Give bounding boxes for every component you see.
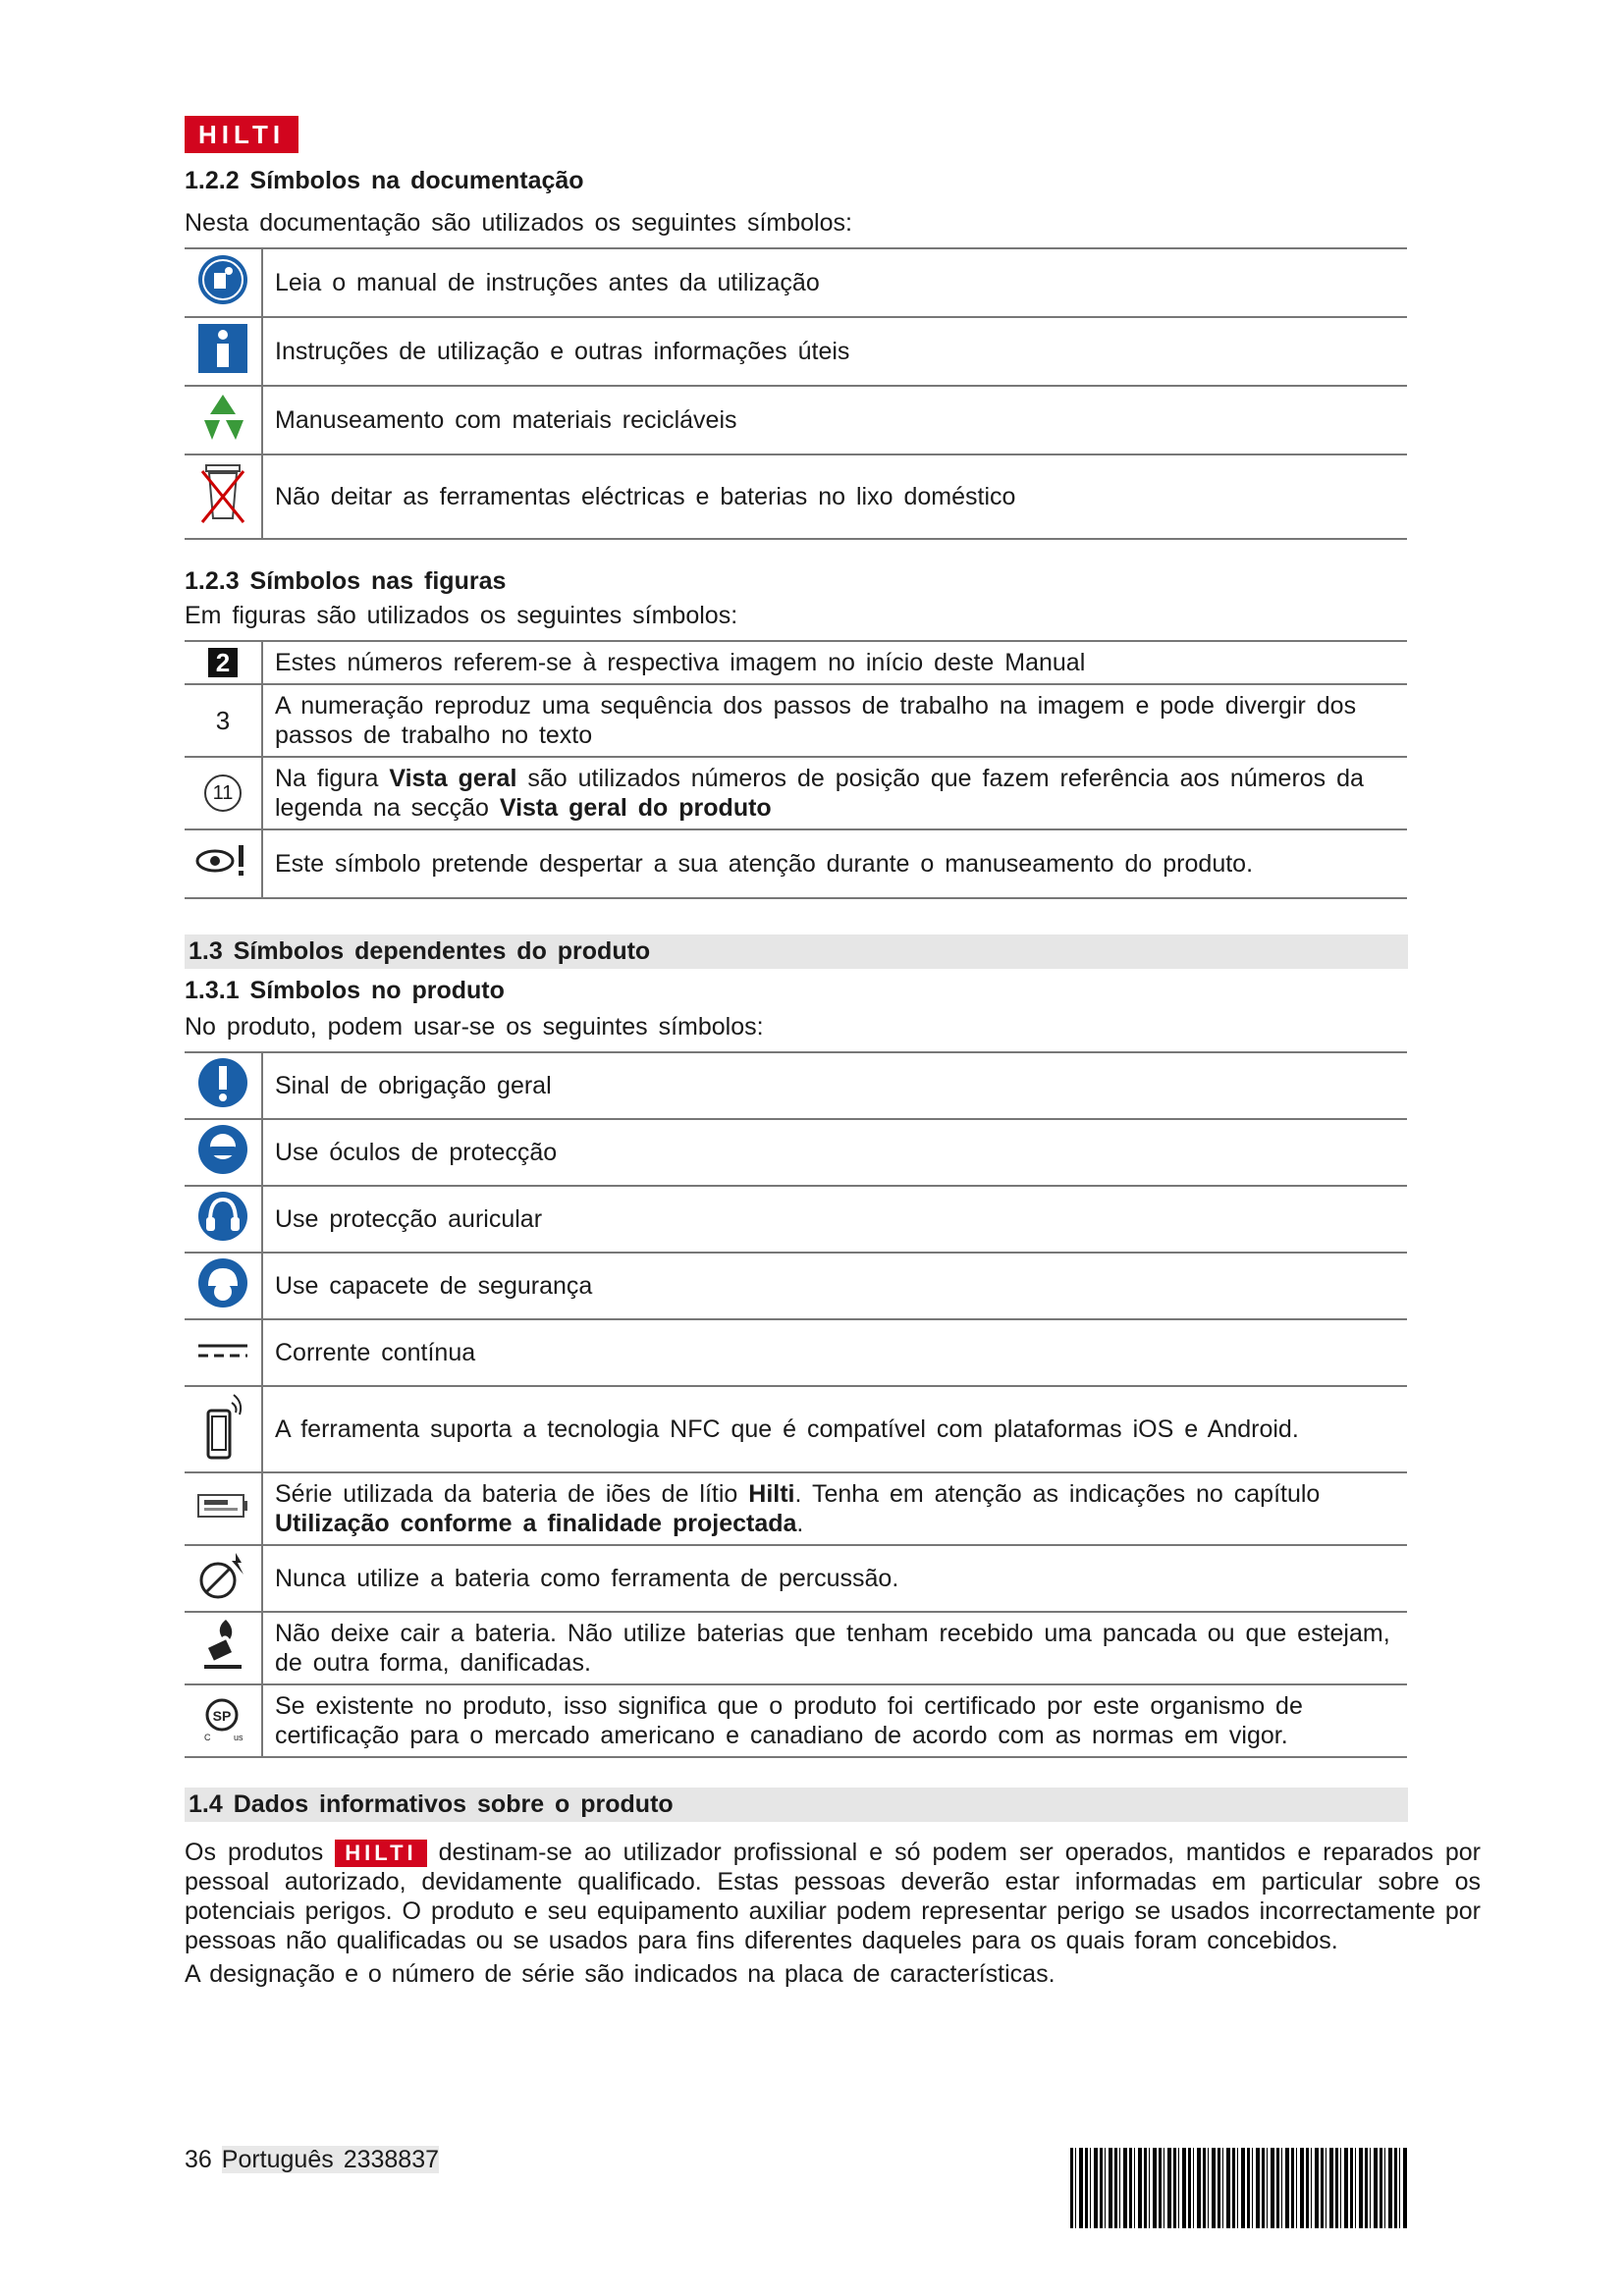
crossed-bin-icon <box>196 459 249 528</box>
section-1-4-paragraph: Os produtos HILTI destinam-se ao utilizador profissional e só podem ser operados, mantidos e reparados por pessoal autorizado, devidamente qualificado. Estas pessoas deverão estar informadas em particular sobre os potenciais perigos. O produto e seu equipamento auxiliar podem representar perigo se usados incorrectamente por pessoas não qualificadas ou se usados para fins diferentes daqueles para os quais foram concebidos. <box>185 1839 1481 1955</box>
table-row <box>185 1119 1407 1186</box>
row-text: Nunca utilize a bateria como ferramenta de percussão. <box>262 1545 1407 1612</box>
table-row <box>185 454 1407 539</box>
section-1-4-heading: 1.4 Dados informativos sobre o produto <box>185 1788 1408 1822</box>
table-row <box>185 1472 1407 1545</box>
table-row <box>185 1684 1407 1757</box>
svg-text:SP: SP <box>212 1707 232 1724</box>
section-1-3-1-heading: 1.3.1 Símbolos no produto <box>185 977 505 1004</box>
row-text: Se existente no produto, isso significa que o produto foi certificado por este organismo de certificação para o mercado americano e canadiano de acordo com as normas em vigor. <box>262 1684 1407 1757</box>
row-text: Não deixe cair a bateria. Não utilize baterias que tenham recebido uma pancada ou que estejam, de outra forma, danificadas. <box>262 1612 1407 1684</box>
table-row <box>185 684 1407 757</box>
position-number-icon: 11 <box>204 774 242 812</box>
row-text: Use capacete de segurança <box>262 1253 1407 1319</box>
row-text: Sinal de obrigação geral <box>262 1052 1407 1119</box>
safety-goggles-icon <box>196 1123 249 1176</box>
table-row <box>185 1386 1407 1472</box>
hard-hat-icon <box>196 1256 249 1309</box>
barcode <box>1070 2148 1409 2228</box>
table-row <box>185 757 1407 829</box>
table-row <box>185 386 1407 454</box>
battery-drop-icon <box>196 1618 249 1673</box>
page-number: 36 <box>185 2146 212 2173</box>
row-text: Série utilizada da bateria de iões de lítio Hilti. Tenha em atenção as indicações no capítulo Utilização conforme a finalidade projectada. <box>262 1472 1407 1545</box>
row-text: A ferramenta suporta a tecnologia NFC que é compatível com plataformas iOS e Android. <box>262 1386 1407 1472</box>
section-1-2-3-heading: 1.2.3 Símbolos nas figuras <box>185 567 507 595</box>
table-row <box>185 1319 1407 1386</box>
row-text: Estes números referem-se à respectiva imagem no início deste Manual <box>262 641 1407 684</box>
row-text: Não deitar as ferramentas eléctricas e baterias no lixo doméstico <box>262 454 1407 539</box>
direct-current-icon <box>196 1338 249 1362</box>
row-text: Manuseamento com materiais recicláveis <box>262 386 1407 454</box>
row-text: A numeração reproduz uma sequência dos passos de trabalho na imagem e pode divergir dos passos de trabalho no texto <box>262 684 1407 757</box>
attention-eye-icon <box>195 841 250 881</box>
section-1-2-2-heading: 1.2.2 Símbolos na documentação <box>185 167 584 194</box>
section-1-3-heading: 1.3 Símbolos dependentes do produto <box>185 934 1408 969</box>
row-text: Use protecção auricular <box>262 1186 1407 1253</box>
table-row <box>185 641 1407 684</box>
page-footer <box>185 2146 439 2174</box>
doc-symbols-table <box>185 247 1407 540</box>
nfc-phone-icon <box>196 1389 249 1464</box>
figure-number-icon: 2 <box>208 648 238 677</box>
row-text: Corrente contínua <box>262 1319 1407 1386</box>
table-row <box>185 1186 1407 1253</box>
battery-series-icon <box>196 1491 249 1521</box>
csa-cert-icon <box>196 1691 249 1744</box>
figure-symbols-table <box>185 640 1407 899</box>
read-manual-icon <box>196 253 249 306</box>
table-row <box>185 1253 1407 1319</box>
table-row <box>185 248 1407 317</box>
ear-protection-icon <box>196 1190 249 1243</box>
footer-doc-number: 2338837 <box>343 2146 440 2173</box>
section-1-4-note: A designação e o número de série são indicados na placa de características. <box>185 1960 1056 1989</box>
recycle-icon <box>196 391 249 444</box>
general-mandatory-icon <box>196 1056 249 1109</box>
row-text: Na figura Vista geral são utilizados números de posição que fazem referência aos números da legenda na secção Vista geral do produto <box>262 757 1407 829</box>
row-text: Este símbolo pretende despertar a sua atenção durante o manuseamento do produto. <box>262 829 1407 898</box>
table-row <box>185 317 1407 386</box>
table-row <box>185 829 1407 898</box>
step-number-icon: 3 <box>215 705 231 735</box>
product-symbols-table <box>185 1051 1407 1758</box>
footer-language: Português <box>221 2146 334 2173</box>
row-text: Use óculos de protecção <box>262 1119 1407 1186</box>
section-1-2-2-intro: Nesta documentação são utilizados os seguintes símbolos: <box>185 209 852 237</box>
table-row <box>185 1612 1407 1684</box>
hilti-logo: HILTI <box>185 116 298 153</box>
document-page <box>185 116 1481 1989</box>
no-hammering-icon <box>196 1549 249 1602</box>
svg-text:us: us <box>234 1732 244 1742</box>
hilti-inline-logo: HILTI <box>335 1840 426 1867</box>
svg-text:C: C <box>204 1732 211 1742</box>
row-text: Leia o manual de instruções antes da utilização <box>262 248 1407 317</box>
section-1-2-3-intro: Em figuras são utilizados os seguintes símbolos: <box>185 602 738 629</box>
row-text: Instruções de utilização e outras informações úteis <box>262 317 1407 386</box>
section-1-3-1-intro: No produto, podem usar-se os seguintes símbolos: <box>185 1013 764 1041</box>
info-icon <box>196 322 249 375</box>
table-row <box>185 1545 1407 1612</box>
table-row <box>185 1052 1407 1119</box>
